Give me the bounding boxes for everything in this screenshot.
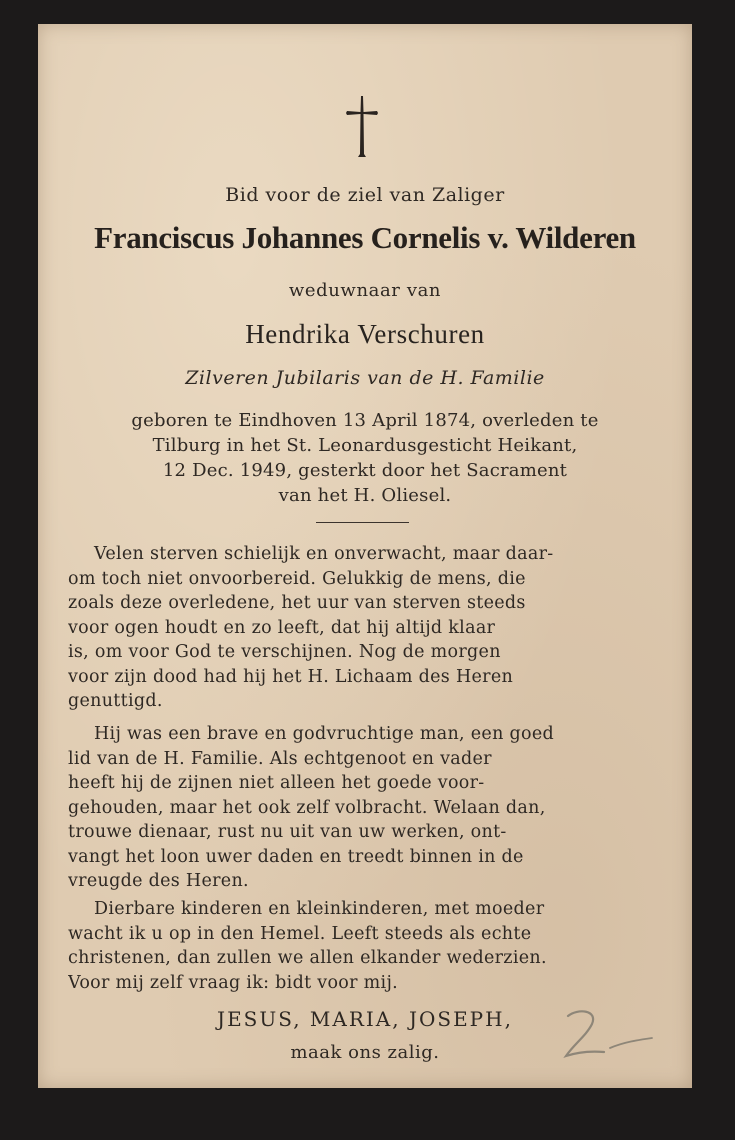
text-line: heeft hij de zijnen niet alleen het goede voor- xyxy=(68,773,485,793)
text-line: vangt het loon uwer daden en treedt binnen in de xyxy=(68,846,524,867)
text-line: genuttigd. xyxy=(68,691,163,711)
intro-line: Bid voor de ziel van Zaliger xyxy=(225,184,505,206)
cross-icon xyxy=(344,94,380,158)
text-line: Dierbare kinderen en kleinkinderen, met moeder xyxy=(94,899,545,919)
text-line: vreugde des Heren. xyxy=(68,871,249,891)
text-line: om toch niet onvoorbereid. Gelukkig de mens, die xyxy=(68,568,526,589)
widower-of-line: weduwnaar van xyxy=(288,280,442,301)
jubilee-line: Zilveren Jubilaris van de H. Familie xyxy=(185,367,545,389)
text-line: is, om voor God te verschijnen. Nog de morgen xyxy=(68,642,501,662)
spouse-name: Hendrika Verschuren xyxy=(245,319,485,349)
deceased-name: Franciscus Johannes Cornelis v. Wilderen xyxy=(94,220,636,255)
birth-line: van het H. Oliesel. xyxy=(278,485,452,506)
handwritten-number-mark xyxy=(558,1004,658,1074)
memorial-card xyxy=(38,24,692,1088)
text-line: christenen, dan zullen we allen elkander wederzien. xyxy=(68,948,547,968)
text-line: lid van de H. Familie. Als echtgenoot en vader xyxy=(68,748,492,769)
text-line: Hij was een brave en godvruchtige man, een goed xyxy=(94,724,554,744)
motto: JESUS, MARIA, JOSEPH, xyxy=(217,1007,513,1031)
birth-line: Tilburg in het St. Leonardusgesticht Heikant, xyxy=(152,435,578,456)
text-line: trouwe dienaar, rust nu uit van uw werken, ont- xyxy=(68,822,507,842)
text-line: zoals deze overledene, het uur van sterven steeds xyxy=(68,593,526,613)
text-line: Velen sterven schielijk en onverwacht, maar daar- xyxy=(94,544,554,564)
birth-death-details xyxy=(38,408,692,508)
birth-line: 12 Dec. 1949, gesterkt door het Sacrament xyxy=(162,460,568,481)
closing-line: maak ons zalig. xyxy=(290,1042,440,1063)
birth-line: geboren te Eindhoven 13 April 1874, overleden te xyxy=(131,410,599,431)
text-line: Voor mij zelf vraag ik: bidt voor mij. xyxy=(68,972,399,993)
text-line: voor ogen houdt en zo leeft, dat hij altijd klaar xyxy=(68,617,496,638)
text-line: gehouden, maar het ook zelf volbracht. Welaan dan, xyxy=(68,797,546,818)
paragraph-2 xyxy=(68,722,650,894)
text-line: voor zijn dood had hij het H. Lichaam des Heren xyxy=(68,666,514,687)
text-line: wacht ik u op in den Hemel. Leeft steeds als echte xyxy=(68,923,532,944)
paragraph-3 xyxy=(68,897,650,995)
paragraph-1 xyxy=(68,542,650,714)
divider xyxy=(316,522,409,523)
